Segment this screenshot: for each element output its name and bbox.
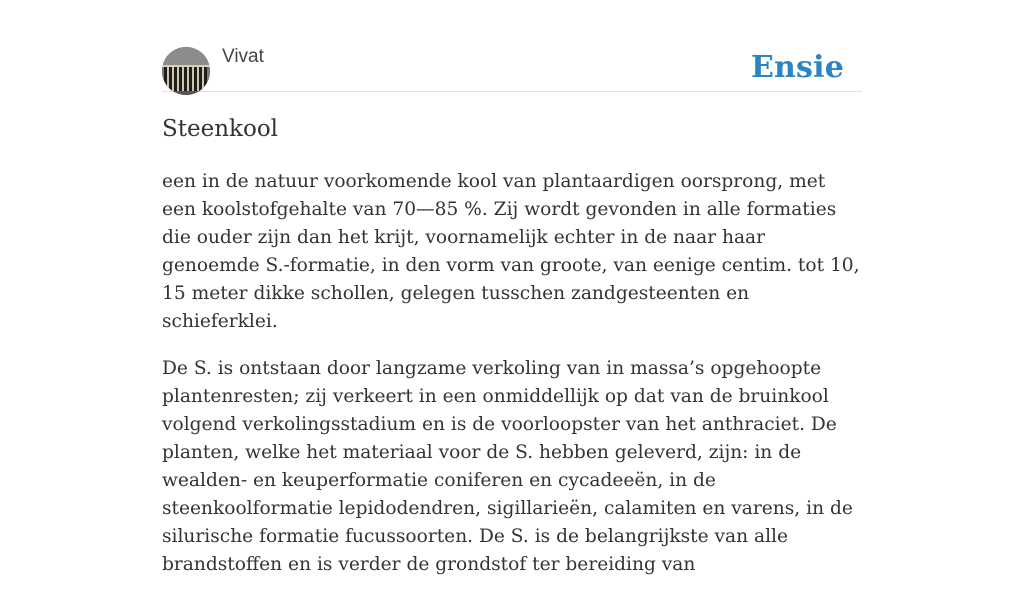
entry-title: Steenkool: [162, 116, 279, 142]
source-avatar[interactable]: [162, 47, 210, 95]
entry-body: [162, 168, 862, 598]
page-container: [162, 0, 862, 575]
header: [162, 0, 862, 92]
paragraph: De S. is ontstaan door langzame verkoling van in massa’s opgehoopte plantenresten; zij verkeert in een onmiddellijk op dat van de bruinkool volgend verkolingsstadium en is de voorloopster van het anthraciet. De planten, welke het materiaal voor de S. hebben geleverd, zijn: in de wealden- en keuperformatie coniferen en cycadeeën, in de steenkoolformatie lepidodendren, sigillarieën, calamiten en varens, in de silurische formatie fucussoorten. De S. is de belangrijkste van alle brandstoffen en is verder de grondstof ter bereiding van: [162, 358, 853, 575]
brand-logo-link[interactable]: Ensie: [750, 50, 844, 85]
source-name-link[interactable]: Vivat: [222, 46, 264, 67]
paragraph: een in de natuur voorkomende kool van plantaardigen oorsprong, met een koolstofgehalte van 70—85 %. Zij wordt gevonden in alle formaties die ouder zijn dan het krijt, voornamelijk echter in de naar haar genoemde S.-formatie, in den vorm van groote, van eenige centim. tot 10, 15 meter dikke schollen, gelegen tusschen zandgesteenten en schieferklei.: [162, 171, 860, 332]
book-spines-avatar-icon: [162, 47, 210, 95]
